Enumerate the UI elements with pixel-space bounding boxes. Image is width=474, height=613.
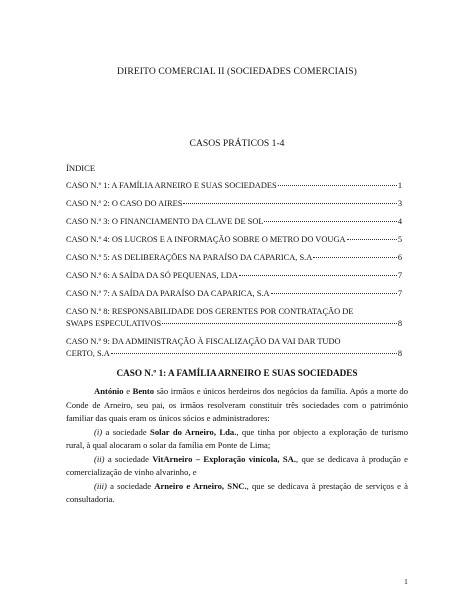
- toc-entry-page: 8: [397, 349, 402, 358]
- section-body: [66, 385, 408, 507]
- list-item: (iii) a sociedade Arneiro e Arneiro, SNC., que se dedicava à prestação de serviços e à consultadoria.: [66, 480, 408, 504]
- toc-entry-label: CASO N.º 6: A SAÍDA DA SÓ PEQUENAS, LDA: [66, 271, 238, 280]
- toc-entry-page: 7: [397, 271, 402, 280]
- toc-entry[interactable]: [66, 235, 402, 253]
- toc-entry-label: CASO N.º 4: OS LUCROS E A INFORMAÇÃO SOBRE O METRO DO VOUGA: [66, 235, 346, 244]
- toc-leader-dots: [239, 275, 397, 276]
- toc-entry[interactable]: [66, 181, 402, 199]
- index-heading: ÍNDICE: [66, 163, 96, 173]
- document-title: DIREITO COMERCIAL II (SOCIEDADES COMERCIAIS): [117, 66, 357, 77]
- toc-entry[interactable]: [66, 349, 402, 361]
- toc-entry[interactable]: [66, 289, 402, 307]
- toc-entry[interactable]: [66, 271, 402, 289]
- toc-leader-dots: [183, 203, 396, 204]
- toc-leader-dots: [162, 323, 397, 324]
- list-item-number: (ii): [94, 453, 105, 464]
- toc-entry-page: 3: [397, 199, 402, 208]
- toc-entry-label: CASO N.º 1: A FAMÍLIA ARNEIRO E SUAS SOCIEDADES: [66, 181, 277, 190]
- toc-leader-dots: [111, 353, 397, 354]
- toc-leader-dots: [271, 293, 397, 294]
- company-name: Solar do Arneiro, Lda.: [150, 426, 237, 437]
- page-number: 1: [404, 577, 408, 586]
- toc-entry-page: 1: [397, 181, 402, 190]
- toc-entry-label[interactable]: CASO N.º 8: RESPONSABILIDADE DOS GERENTES POR CONTRATAÇÃO DE: [66, 307, 354, 316]
- toc-leader-dots: [278, 185, 397, 186]
- toc-entry-page: 4: [397, 217, 402, 226]
- list-item-number: (iii): [94, 480, 107, 491]
- list-item: (ii) a sociedade VitArneiro – Exploração vinícola, SA., que se dedicava à produção e comercialização de vinho alvarinho, e: [66, 453, 408, 477]
- toc-leader-dots: [313, 257, 397, 258]
- toc-entry-label: CASO N.º 2: O CASO DO AIRES: [66, 199, 183, 208]
- toc-leader-dots: [347, 239, 397, 240]
- list-item-number: (i): [94, 426, 103, 437]
- section-heading: CASO N.º 1: A FAMÍLIA ARNEIRO E SUAS SOCIEDADES: [116, 368, 358, 378]
- person-name: António: [94, 386, 124, 396]
- toc-entry-label[interactable]: CASO N.º 9: DA ADMINISTRAÇÃO À FISCALIZAÇÃO DA VAI DAR TUDO: [66, 337, 341, 346]
- toc-leader-dots: [264, 221, 396, 222]
- list-item: (i) a sociedade Solar do Arneiro, Lda., que tinha por objecto a exploração de turismo rural, à qual alocaram o solar da família em Ponte de Lima;: [66, 426, 408, 450]
- toc-entry[interactable]: [66, 217, 402, 235]
- toc-entry[interactable]: [66, 199, 402, 217]
- toc-entry[interactable]: [66, 253, 402, 271]
- toc-entry-page: 6: [397, 253, 402, 262]
- toc-entry-label: CERTO, S.A: [66, 349, 110, 358]
- toc-entry-page: 5: [397, 235, 402, 244]
- intro-paragraph: António e Bento são irmãos e únicos herdeiros dos negócios da família. Após a morte do Conde de Arneiro, seu pai, os irmãos resolveram constituir três sociedades com o património familiar das quais eram os únicos sócios e administradores:: [66, 386, 408, 423]
- toc-entry[interactable]: [66, 319, 402, 331]
- toc-entry-label: CASO N.º 5: AS DELIBERAÇÕES NA PARAÍSO DA CAPARICA, S.A: [66, 253, 313, 262]
- toc-entry-label: CASO N.º 3: O FINANCIAMENTO DA CLAVE DE SOL: [66, 217, 264, 226]
- toc-entry-page: 8: [397, 319, 402, 328]
- toc-entry-label: SWAPS ESPECULATIVOS: [66, 319, 162, 328]
- toc-entry-page: 7: [397, 289, 402, 298]
- toc-entry-label: CASO N.º 7: A SAÍDA DA PARAÍSO DA CAPARICA, S.A: [66, 289, 270, 298]
- company-name: Arneiro e Arneiro, SNC.: [154, 480, 247, 491]
- table-of-contents: [66, 181, 402, 361]
- person-name: Bento: [132, 386, 155, 396]
- company-name: VitArneiro – Exploração vinícola, SA.: [152, 453, 297, 464]
- document-subtitle: CASOS PRÁTICOS 1-4: [189, 138, 285, 149]
